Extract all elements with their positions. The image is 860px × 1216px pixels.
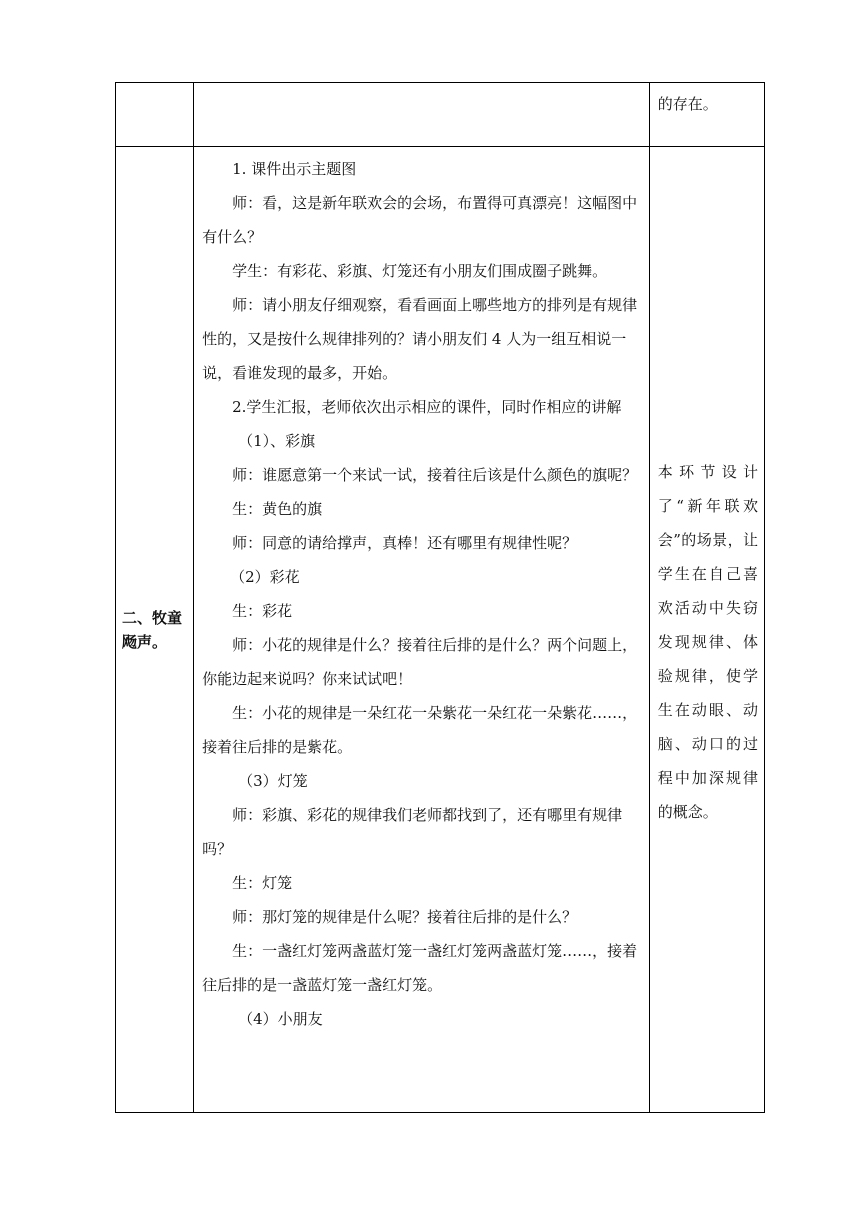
paragraph: （1）、彩旗	[238, 432, 316, 450]
paragraph: 师：请小朋友仔细观察，看看画面上哪些地方的排列是有规律性的，又是按什么规律排列的？请小朋友们 4 人为一组互相说一说，看谁发现的最多，开始。	[202, 296, 638, 382]
paragraph: （3）灯笼	[238, 772, 308, 790]
paragraph: 师：同意的请给撑声，真棒！还有哪里有规律性呢？	[232, 534, 578, 552]
table-row	[116, 83, 765, 147]
paragraph: 师：彩旗、彩花的规律我们老师都找到了，还有哪里有规律吗？	[202, 806, 623, 858]
section-cell-empty	[116, 83, 194, 147]
paragraph: 2.学生汇报，老师依次出示相应的课件，同时作相应的讲解	[232, 398, 622, 416]
paragraph: （2）彩花	[230, 568, 300, 586]
paragraph: 师：小花的规律是什么？接着往后排的是什么？两个问题上，你能边起来说吗？你来试试吧！	[202, 636, 638, 688]
paragraph: 生：黄色的旗	[232, 500, 323, 518]
content-cell-empty	[194, 83, 650, 147]
content-cell	[194, 147, 650, 1113]
section-title: 二、牧童飏声。	[122, 608, 183, 651]
paragraph: 生：灯笼	[232, 874, 293, 892]
paragraph: 生：小花的规律是一朵红花一朵紫花一朵红花一朵紫花……，接着往后排的是紫花。	[202, 704, 638, 756]
paragraph: 1. 课件出示主题图	[232, 160, 357, 178]
lesson-plan-table	[115, 82, 765, 1113]
note-cell	[649, 83, 764, 147]
paragraph: 师：那灯笼的规律是什么呢？接着往后排的是什么？	[232, 908, 578, 926]
design-note-tail: 的存在。	[657, 95, 718, 113]
section-cell	[116, 147, 194, 1113]
paragraph: 师：谁愿意第一个来试一试，接着往后该是什么颜色的旗呢？	[232, 466, 638, 484]
table-row	[116, 147, 765, 1113]
paragraph: 师：看，这是新年联欢会的会场，布置得可真漂亮！这幅图中有什么？	[202, 194, 638, 246]
paragraph: 学生：有彩花、彩旗、灯笼还有小朋友们围成圈子跳舞。	[232, 262, 608, 280]
paragraph: 生：彩花	[232, 602, 293, 620]
paragraph: （4）小朋友	[238, 1010, 323, 1028]
paragraph: 生：一盏红灯笼两盏蓝灯笼一盏红灯笼两盏蓝灯笼……，接着往后排的是一盏蓝灯笼一盏红灯笼。	[202, 942, 638, 994]
design-note: 本环节设计了“新年联欢会”的场景，让学生在自己喜欢活动中失窃发现规律、体验规律，使学生在动眼、动脑、动口的过程中加深规律的概念。	[657, 462, 758, 821]
teaching-process	[194, 147, 649, 1036]
design-note-cell	[649, 147, 764, 1113]
